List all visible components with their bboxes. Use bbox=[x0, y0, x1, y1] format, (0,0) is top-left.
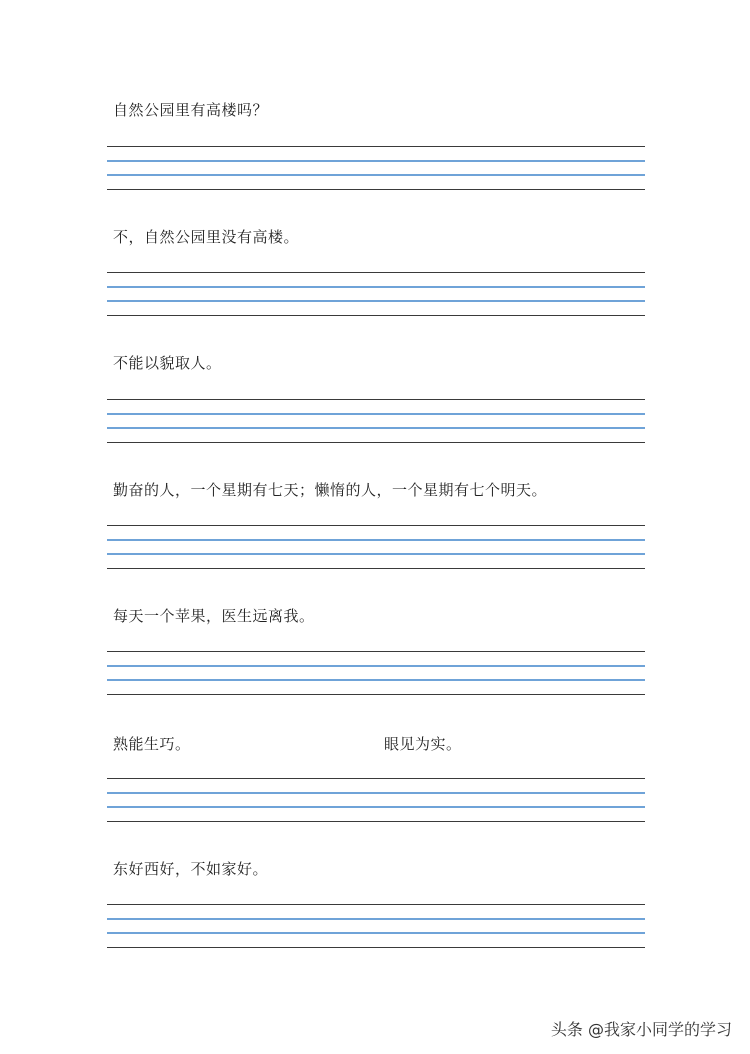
writing-lines bbox=[107, 399, 645, 443]
guide-line bbox=[107, 286, 645, 288]
top-line bbox=[107, 651, 645, 652]
watermark: 头条 @我家小同学的学习 bbox=[550, 1020, 732, 1039]
guide-line bbox=[107, 792, 645, 794]
top-line bbox=[107, 272, 645, 273]
top-line bbox=[107, 399, 645, 400]
bottom-line bbox=[107, 315, 645, 316]
sentence: 熟能生巧。 bbox=[113, 735, 191, 753]
bottom-line bbox=[107, 189, 645, 190]
sentence: 不，自然公园里没有高楼。 bbox=[113, 228, 300, 246]
guide-line bbox=[107, 413, 645, 415]
guide-line bbox=[107, 932, 645, 934]
writing-lines bbox=[107, 778, 645, 822]
top-line bbox=[107, 146, 645, 147]
guide-line bbox=[107, 679, 645, 681]
guide-line bbox=[107, 665, 645, 667]
bottom-line bbox=[107, 947, 645, 948]
bottom-line bbox=[107, 821, 645, 822]
guide-line bbox=[107, 553, 645, 555]
bottom-line bbox=[107, 568, 645, 569]
top-line bbox=[107, 778, 645, 779]
sentence: 东好西好，不如家好。 bbox=[113, 860, 269, 878]
sentence: 勤奋的人，一个星期有七天；懒惰的人，一个星期有七个明天。 bbox=[113, 481, 548, 499]
sentence-second: 眼见为实。 bbox=[384, 735, 462, 753]
top-line bbox=[107, 525, 645, 526]
guide-line bbox=[107, 160, 645, 162]
guide-line bbox=[107, 427, 645, 429]
bottom-line bbox=[107, 442, 645, 443]
writing-lines bbox=[107, 272, 645, 316]
guide-line bbox=[107, 174, 645, 176]
guide-line bbox=[107, 806, 645, 808]
writing-lines bbox=[107, 525, 645, 569]
guide-line bbox=[107, 539, 645, 541]
sentence: 每天一个苹果，医生远离我。 bbox=[113, 607, 315, 625]
sentence: 不能以貌取人。 bbox=[113, 354, 222, 372]
top-line bbox=[107, 904, 645, 905]
writing-lines bbox=[107, 651, 645, 695]
guide-line bbox=[107, 300, 645, 302]
bottom-line bbox=[107, 694, 645, 695]
sentence: 自然公园里有高楼吗？ bbox=[113, 101, 269, 119]
writing-lines bbox=[107, 904, 645, 948]
guide-line bbox=[107, 918, 645, 920]
writing-lines bbox=[107, 146, 645, 190]
